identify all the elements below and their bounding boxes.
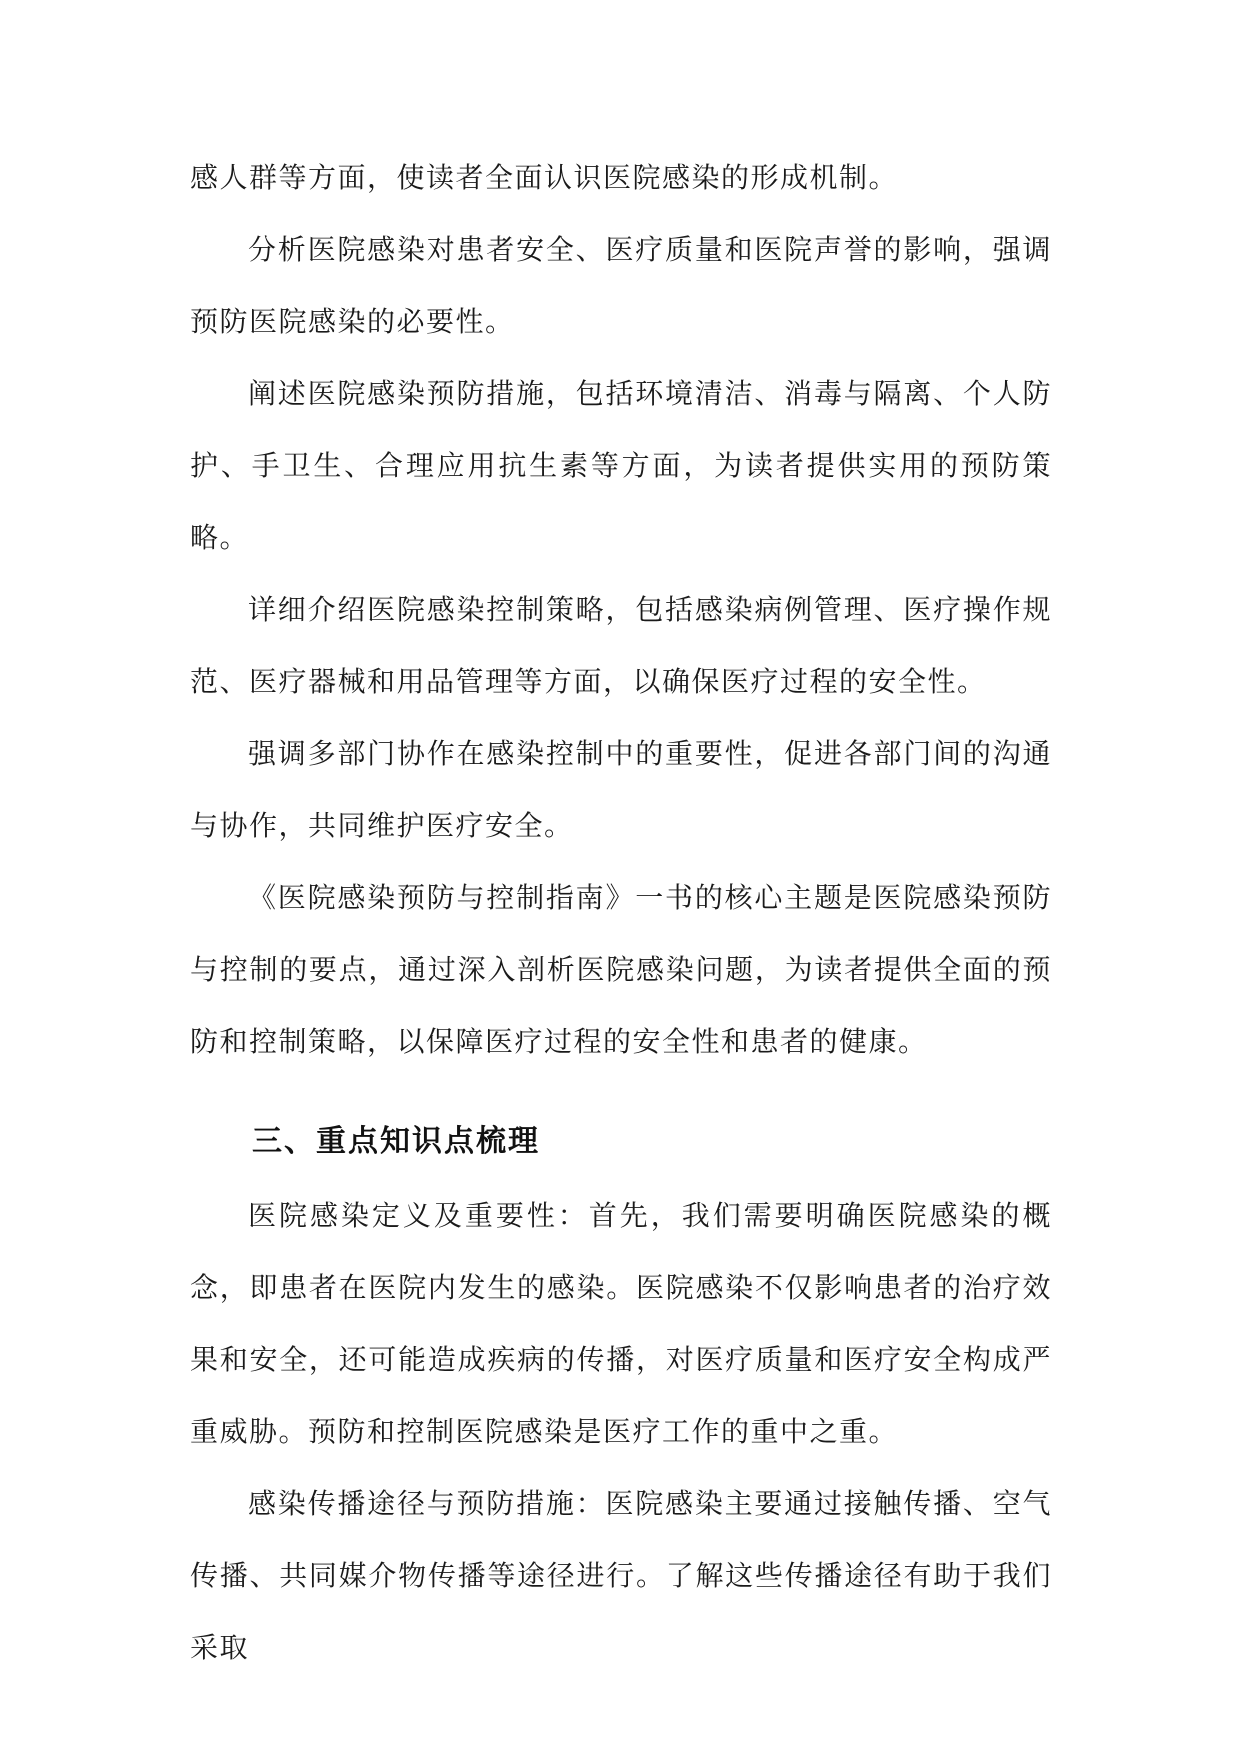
paragraph: 详细介绍医院感染控制策略，包括感染病例管理、医疗操作规范、医疗器械和用品管理等方面，以确保医疗过程的安全性。 (190, 593, 1052, 698)
paragraph: 《医院感染预防与控制指南》一书的核心主题是医院感染预防与控制的要点，通过深入剖析医院感染问题，为读者提供全面的预防和控制策略，以保障医疗过程的安全性和患者的健康。 (190, 881, 1052, 1058)
paragraph: 强调多部门协作在感染控制中的重要性，促进各部门间的沟通与协作，共同维护医疗安全。 (190, 737, 1052, 842)
section-heading: 三、重点知识点梳理 (252, 1124, 540, 1159)
paragraph: 分析医院感染对患者安全、医疗质量和医院声誉的影响，强调预防医院感染的必要性。 (190, 233, 1052, 338)
paragraph: 阐述医院感染预防措施，包括环境清洁、消毒与隔离、个人防护、手卫生、合理应用抗生素等方面，为读者提供实用的预防策略。 (190, 377, 1052, 554)
document-body (190, 142, 1052, 1684)
paragraph: 医院感染定义及重要性：首先，我们需要明确医院感染的概念，即患者在医院内发生的感染。医院感染不仅影响患者的治疗效果和安全，还可能造成疾病的传播，对医疗质量和医疗安全构成严重威胁。预防和控制医院感染是医疗工作的重中之重。 (190, 1199, 1052, 1448)
paragraph: 感染传播途径与预防措施：医院感染主要通过接触传播、空气传播、共同媒介物传播等途径进行。了解这些传播途径有助于我们采取 (190, 1487, 1052, 1664)
paragraph: 感人群等方面，使读者全面认识医院感染的形成机制。 (190, 161, 899, 194)
